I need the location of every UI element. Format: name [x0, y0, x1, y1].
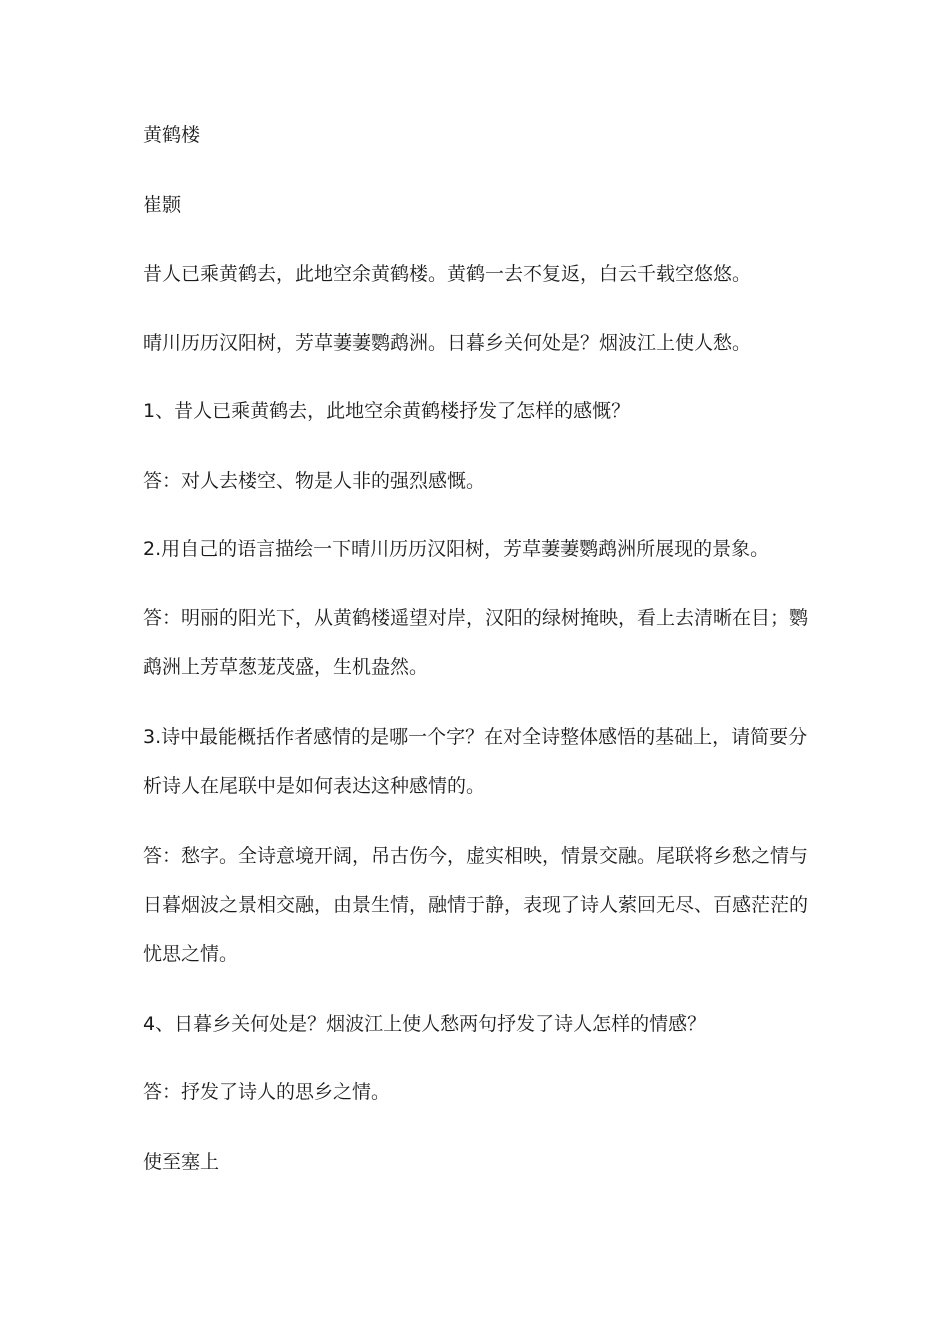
answer-3-line-1: 答：愁字。全诗意境开阔，吊古伤今，虚实相映，情景交融。尾联将乡愁之情与 — [143, 845, 809, 867]
question-3-line-2: 析诗人在尾联中是如何表达这种感情的。 — [143, 775, 486, 797]
answer-2-line-1: 答：明丽的阳光下，从黄鹤楼遥望对岸，汉阳的绿树掩映，看上去清晰在目；鹦 — [143, 607, 809, 629]
answer-4: 答：抒发了诗人的思乡之情。 — [143, 1081, 391, 1103]
next-poem-title: 使至塞上 — [143, 1151, 220, 1173]
answer-1: 答：对人去楼空、物是人非的强烈感慨。 — [143, 470, 486, 492]
poem-title: 黄鹤楼 — [143, 124, 201, 146]
poem-author: 崔颢 — [143, 194, 182, 216]
question-3-line-1: 3.诗中最能概括作者感情的是哪一个字？在对全诗整体感悟的基础上，请简要分 — [143, 726, 808, 748]
answer-3-line-2: 日暮烟波之景相交融，由景生情，融情于静，表现了诗人萦回无尽、百感茫茫的 — [143, 894, 809, 916]
poem-line-2: 晴川历历汉阳树，芳草萋萋鹦鹉洲。日暮乡关何处是？烟波江上使人愁。 — [143, 332, 752, 354]
question-2: 2.用自己的语言描绘一下晴川历历汉阳树，芳草萋萋鹦鹉洲所展现的景象。 — [143, 538, 770, 560]
answer-2-line-2: 鹉洲上芳草葱茏茂盛，生机盎然。 — [143, 656, 429, 678]
answer-3-line-3: 忧思之情。 — [143, 943, 239, 965]
question-4: 4、日暮乡关何处是？烟波江上使人愁两句抒发了诗人怎样的情感？ — [143, 1013, 707, 1035]
question-1: 1、昔人已乘黄鹤去，此地空余黄鹤楼抒发了怎样的感慨？ — [143, 400, 631, 422]
poem-line-1: 昔人已乘黄鹤去，此地空余黄鹤楼。黄鹤一去不复返，白云千载空悠悠。 — [143, 263, 752, 285]
